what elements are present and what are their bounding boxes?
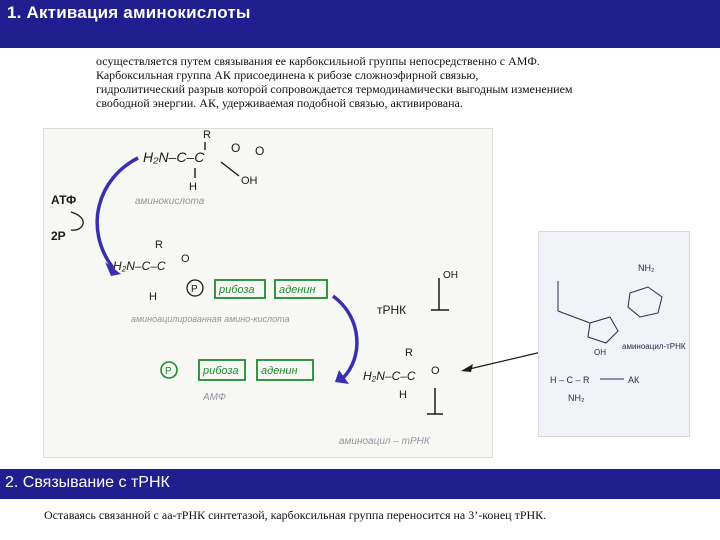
label-aminoacid: аминокислота xyxy=(135,196,205,207)
intro-line-4: свободной энергии. АК, удерживаемая подобной связью, активирована. xyxy=(96,96,463,110)
section-bar xyxy=(0,469,720,499)
two-p-label: 2Р xyxy=(51,229,66,243)
oh-label-trna: OH xyxy=(443,270,458,281)
side-label: аминоацил-тРНК xyxy=(622,342,686,351)
r-label-product: R xyxy=(405,347,413,359)
o-label-mid: O xyxy=(181,253,190,265)
intro-line-3: гидролитический разрыв которой сопровождается термодинамически выгодным изменением xyxy=(96,82,573,96)
adenin-label-bottom: аденин xyxy=(261,365,298,377)
title-bar xyxy=(0,0,720,48)
o-label-top: O xyxy=(231,141,241,155)
h-label-product: H xyxy=(399,389,407,401)
blue-arrow-1 xyxy=(97,158,138,268)
nh2-label-side: NH₂ xyxy=(638,263,655,273)
label-aminoacyl-trna: аминоацил – тРНК xyxy=(339,436,430,447)
activation-diagram xyxy=(43,128,493,458)
ak-label-side: АК xyxy=(628,375,640,385)
aminoacyl-trna-structure xyxy=(538,231,690,437)
aa-formula-mid: H₂N–C–C xyxy=(113,259,166,273)
label-activated: аминоацилированная амино-кислота xyxy=(131,314,290,324)
oh-label-side: OH xyxy=(594,348,606,357)
p-label-bottom: P xyxy=(165,366,172,377)
o-label-product: O xyxy=(431,365,440,377)
h-label-top: H xyxy=(189,181,197,193)
aminoacyl-trna-structure-photo xyxy=(538,231,690,437)
hcr-label-side: H – C – R xyxy=(550,375,590,385)
amf-label: АМФ xyxy=(203,392,226,403)
riboza-label-bottom: рибоза xyxy=(203,365,239,377)
p-label-mid: P xyxy=(191,284,198,295)
atf-label: АТФ xyxy=(51,193,77,207)
intro-line-2: Карбоксильная группа АК присоединена к рибозе сложноэфирной связью, xyxy=(96,68,479,82)
section-text: Оставаясь связанной с аа-тРНК синтетазой, карбоксильная группа переносится на 3’-конец тРНК. xyxy=(44,508,547,522)
o-label-top-2: O xyxy=(255,144,265,158)
section-title: 2. Связывание с тРНК xyxy=(5,474,170,491)
blue-arrow-2 xyxy=(333,296,357,378)
nh2-label-side-bottom: NH₂ xyxy=(568,393,585,403)
r-label-top: R xyxy=(203,129,211,141)
intro-line-1: осуществляется путем связывания ее карбоксильной группы непосредственно с АМФ. xyxy=(96,54,540,68)
intro-text xyxy=(96,54,686,110)
activation-diagram-photo xyxy=(43,128,493,458)
aa-formula-product: H₂N–C–C xyxy=(363,369,416,383)
riboza-label-mid: рибоза xyxy=(219,284,255,296)
adenin-label-mid: аденин xyxy=(279,284,316,296)
slide-title: 1. Активация аминокислоты xyxy=(7,3,251,22)
aa-formula-top: H₂N–C–C xyxy=(143,149,205,165)
oh-label-top: OH xyxy=(241,175,258,187)
h-label-mid: H xyxy=(149,291,157,303)
trna-label: тРНК xyxy=(377,303,407,317)
r-label-mid: R xyxy=(155,239,163,251)
